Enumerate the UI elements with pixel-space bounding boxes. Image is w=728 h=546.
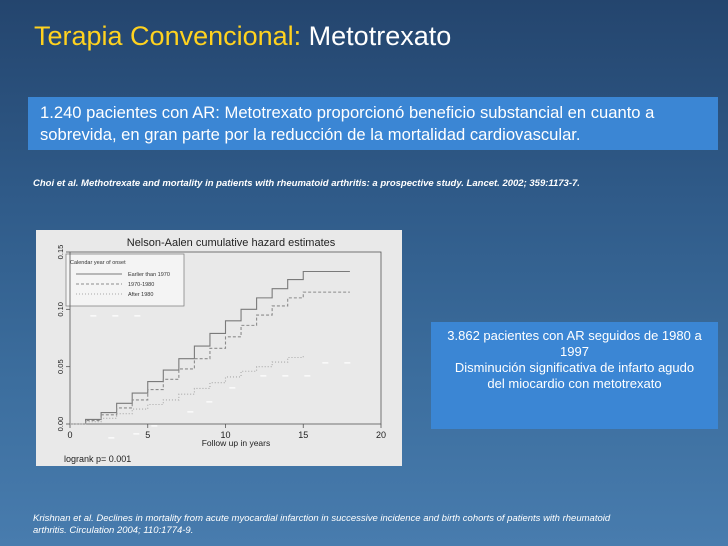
info-line-2: Disminución significativa de infarto agudo del miocardio con metotrexato — [454, 360, 695, 391]
title-subject: Metotrexato — [301, 21, 452, 51]
y-tick-label: 0.15 — [56, 244, 65, 260]
reference-bottom: Krishnan et al. Declines in mortality from acute myocardial infarction in successive incidence and birth cohorts of patients with rheumatoid arthritis. Circulation 2004; 110:1774-9. — [33, 513, 611, 536]
title-highlight: Terapia Convencional: — [34, 21, 302, 51]
marker-dash: – — [151, 418, 164, 432]
hazard-chart-svg — [36, 230, 402, 466]
marker-dash: – — [187, 404, 200, 418]
legend-label-1: Earlier than 1970 — [128, 272, 170, 278]
hazard-chart — [36, 230, 402, 466]
marker-dashes: – – – — [90, 308, 147, 322]
logrank-annotation: logrank p= 0.001 — [64, 454, 132, 464]
x-tick-label: 15 — [298, 430, 309, 440]
chart-title: Nelson-Aalen cumulative hazard estimates — [126, 237, 336, 249]
marker-dashes: – – — [322, 355, 357, 369]
y-tick-label: 0.05 — [56, 359, 65, 374]
x-tick-label: 20 — [375, 430, 387, 440]
legend-label-3: After 1980 — [128, 292, 154, 298]
marker-dashes: – – – — [260, 368, 317, 382]
x-axis-label: Follow up in years — [201, 438, 271, 448]
chart-legend — [66, 254, 184, 306]
x-tick-label: 10 — [220, 430, 231, 440]
legend-title: Calendar year of onset — [70, 260, 126, 266]
marker-dash: – — [229, 380, 242, 394]
info-line-1: 3.862 pacientes con AR seguidos de 1980 a 1997 — [447, 328, 702, 359]
reference-top: Choi et al. Methotrexate and mortality in patients with rheumatoid arthritis: a prospective study. Lancet. 2002; 359:1173-7. — [33, 178, 580, 189]
marker-dash: – — [108, 430, 121, 444]
marker-dash: – — [206, 394, 219, 408]
slide-title — [34, 18, 451, 54]
summary-banner: 1.240 pacientes con AR: Metotrexato proporcionó beneficio substancial en cuanto a sobrevida, en gran parte por la reducción de la mortalidad cardiovascular. — [28, 97, 718, 150]
y-tick-label: 0.10 — [56, 302, 65, 317]
x-tick-label: 5 — [145, 430, 151, 440]
y-tick-label: 0.00 — [56, 416, 65, 432]
legend-label-2: 1970-1980 — [128, 282, 155, 288]
marker-dash: – — [133, 426, 146, 440]
info-box — [431, 322, 718, 429]
x-tick-label: 0 — [67, 430, 73, 440]
